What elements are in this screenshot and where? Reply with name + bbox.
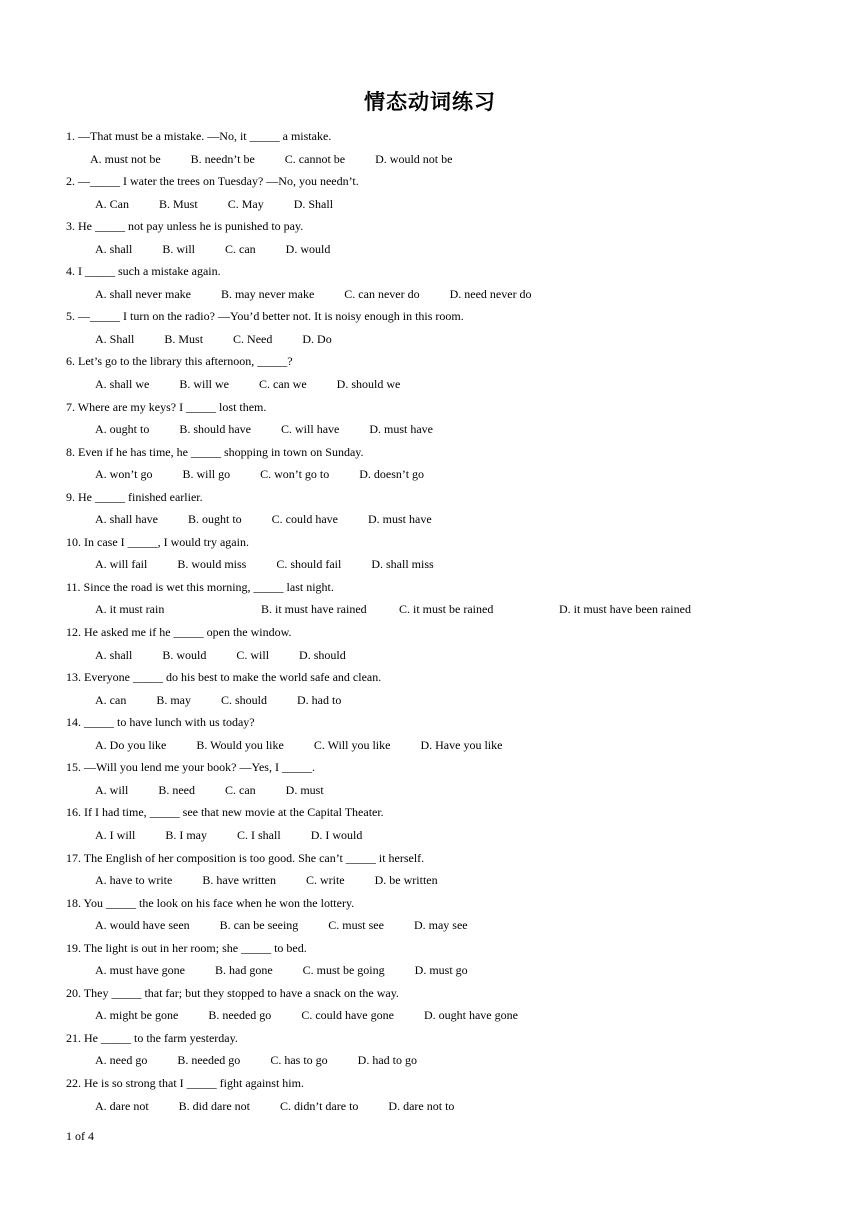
option-c: C. write	[305, 873, 345, 888]
option-b: B. Must	[159, 196, 198, 211]
option-d: D. should	[299, 647, 346, 662]
option-c: C. should	[221, 692, 268, 707]
option-d: D. had to	[297, 692, 342, 707]
option-a: A. will	[95, 782, 129, 797]
option-d: D. must go	[414, 963, 468, 978]
option-d: D. doesn’t go	[359, 467, 425, 482]
option-c: C. can we	[259, 377, 307, 392]
option-a: A. Do you like	[95, 737, 167, 752]
question-stem: 2. —_____ I water the trees on Tuesday? —No, you needn’t.	[66, 174, 359, 189]
question-options	[66, 959, 846, 982]
option-a: A. it must rain	[95, 602, 165, 617]
option-d: D. must	[285, 782, 324, 797]
option-c: C. must be going	[302, 963, 385, 978]
question-stem: 1. —That must be a mistake. —No, it _____ a mistake.	[66, 129, 332, 143]
option-d: D. it must have been rained	[559, 602, 691, 617]
option-c: C. cannot be	[284, 151, 346, 166]
option-d: D. may see	[413, 918, 468, 933]
option-a: A. have to write	[95, 873, 173, 888]
question-stem: 21. He _____ to the farm yesterday.	[66, 1030, 238, 1045]
option-c: C. I shall	[237, 827, 281, 842]
option-d: D. should we	[336, 377, 401, 392]
option-c: C. can	[225, 241, 256, 256]
option-a: A. can	[95, 692, 127, 707]
option-c: C. will have	[281, 422, 340, 437]
option-b: B. I may	[165, 827, 208, 842]
option-b: B. needn’t be	[190, 151, 255, 166]
page-number: 1 of 4	[66, 1129, 94, 1143]
option-b: B. needed go	[177, 1053, 241, 1068]
option-a: A. would have seen	[95, 918, 190, 933]
option-a: A. shall	[95, 647, 133, 662]
option-a: A. might be gone	[95, 1008, 179, 1023]
option-b: B. may never make	[220, 286, 315, 301]
question-options	[66, 418, 846, 441]
option-c: C. could have gone	[301, 1008, 394, 1023]
option-a: A. must not be	[90, 151, 161, 166]
option-b: B. will	[162, 241, 196, 256]
option-d: D. need never do	[449, 286, 532, 301]
question-stem: 13. Everyone _____ do his best to make the world safe and clean.	[66, 670, 382, 685]
option-b: B. needed go	[208, 1008, 272, 1023]
page-title: 情态动词练习	[364, 90, 496, 114]
option-b: B. should have	[179, 422, 252, 437]
option-b: B. Would you like	[196, 737, 284, 752]
question-options	[66, 779, 846, 802]
option-a: A. shall have	[95, 512, 158, 527]
option-b: B. would miss	[177, 557, 247, 572]
option-a: A. dare not	[95, 1098, 149, 1113]
question-options	[66, 734, 846, 757]
question-stem: 18. You _____ the look on his face when he won the lottery.	[66, 895, 355, 910]
option-a: A. I will	[95, 827, 136, 842]
option-b: B. will we	[179, 377, 229, 392]
option-b: B. Must	[164, 331, 204, 346]
option-d: D. Do	[302, 331, 332, 346]
option-d: D. be written	[374, 873, 438, 888]
option-c: C. won’t go to	[260, 467, 330, 482]
option-b: B. can be seeing	[219, 918, 299, 933]
question-stem: 8. Even if he has time, he _____ shopping in town on Sunday.	[66, 444, 364, 459]
option-b: B. ought to	[187, 512, 242, 527]
question-stem: 5. —_____ I turn on the radio? —You’d better not. It is noisy enough in this room.	[66, 309, 464, 324]
option-c: C. should fail	[276, 557, 342, 572]
question-list	[66, 125, 846, 1117]
option-a: A. Can	[95, 196, 129, 211]
option-d: D. ought have gone	[423, 1008, 518, 1023]
question-stem: 16. If I had time, _____ see that new movie at the Capital Theater.	[66, 805, 384, 820]
option-c: C. can	[225, 782, 256, 797]
option-a: A. shall we	[95, 377, 150, 392]
question-stem: 22. He is so strong that I _____ fight against him.	[66, 1075, 304, 1090]
question-options	[66, 553, 846, 576]
option-c: C. Need	[233, 331, 273, 346]
question-options	[66, 689, 846, 712]
option-a: A. Shall	[95, 331, 135, 346]
option-c: C. will	[236, 647, 270, 662]
option-a: A. won’t go	[95, 467, 153, 482]
option-c: C. didn’t dare to	[279, 1098, 359, 1113]
option-a: A. need go	[95, 1053, 148, 1068]
option-a: A. must have gone	[95, 963, 185, 978]
question-stem: 17. The English of her composition is too good. She can’t _____ it herself.	[66, 850, 425, 865]
question-options	[66, 1049, 846, 1072]
option-b: B. will go	[182, 467, 231, 482]
option-a: A. shall never make	[95, 286, 191, 301]
option-c: C. must see	[328, 918, 384, 933]
option-d: D. would	[285, 241, 331, 256]
question-options	[66, 869, 846, 892]
question-stem: 9. He _____ finished earlier.	[66, 489, 203, 504]
question-stem: 11. Since the road is wet this morning, _____ last night.	[66, 579, 334, 594]
question-stem: 14. _____ to have lunch with us today?	[66, 715, 255, 730]
option-d: D. would not be	[375, 151, 453, 166]
question-options	[66, 914, 846, 937]
question-options	[66, 238, 846, 261]
question-options	[66, 1095, 846, 1118]
option-c: C. has to go	[270, 1053, 328, 1068]
question-options	[66, 328, 846, 351]
option-b: B. would	[162, 647, 207, 662]
option-d: D. had to go	[357, 1053, 417, 1068]
question-options	[66, 373, 846, 396]
option-b: B. it must have rained	[261, 602, 367, 617]
question-stem: 12. He asked me if he _____ open the window.	[66, 625, 292, 640]
question-options	[66, 1004, 846, 1027]
option-b: B. may	[156, 692, 191, 707]
option-d: D. Shall	[293, 196, 334, 211]
option-b: B. had gone	[214, 963, 273, 978]
question-stem: 15. —Will you lend me your book? —Yes, I _____.	[66, 760, 315, 775]
option-c: C. can never do	[344, 286, 420, 301]
question-stem: 3. He _____ not pay unless he is punished to pay.	[66, 219, 304, 234]
question-options	[66, 463, 846, 486]
option-c: C. could have	[271, 512, 338, 527]
option-b: B. have written	[202, 873, 276, 888]
option-c: C. Will you like	[313, 737, 391, 752]
option-d: D. Have you like	[420, 737, 503, 752]
option-a: A. ought to	[95, 422, 150, 437]
question-options	[66, 644, 846, 667]
question-options	[66, 598, 846, 621]
option-d: D. dare not to	[388, 1098, 455, 1113]
option-b: B. did dare not	[178, 1098, 250, 1113]
question-options	[66, 193, 846, 216]
question-stem: 6. Let’s go to the library this afternoon, _____?	[66, 354, 293, 369]
question-stem: 20. They _____ that far; but they stopped to have a snack on the way.	[66, 985, 399, 1000]
question-options	[66, 283, 846, 306]
option-a: A. will fail	[95, 557, 148, 572]
option-c: C. May	[227, 196, 264, 211]
option-d: D. I would	[310, 827, 363, 842]
question-stem: 19. The light is out in her room; she _____ to bed.	[66, 940, 307, 955]
question-options	[66, 824, 846, 847]
question-options	[66, 508, 846, 531]
question-stem: 7. Where are my keys? I _____ lost them.	[66, 399, 267, 414]
question-options	[66, 148, 846, 171]
option-d: D. shall miss	[371, 557, 434, 572]
option-c: C. it must be rained	[399, 602, 494, 617]
option-d: D. must have	[369, 422, 433, 437]
option-b: B. need	[158, 782, 195, 797]
question-stem: 10. In case I _____, I would try again.	[66, 534, 249, 549]
option-d: D. must have	[367, 512, 432, 527]
option-a: A. shall	[95, 241, 133, 256]
question-stem: 4. I _____ such a mistake again.	[66, 264, 221, 279]
